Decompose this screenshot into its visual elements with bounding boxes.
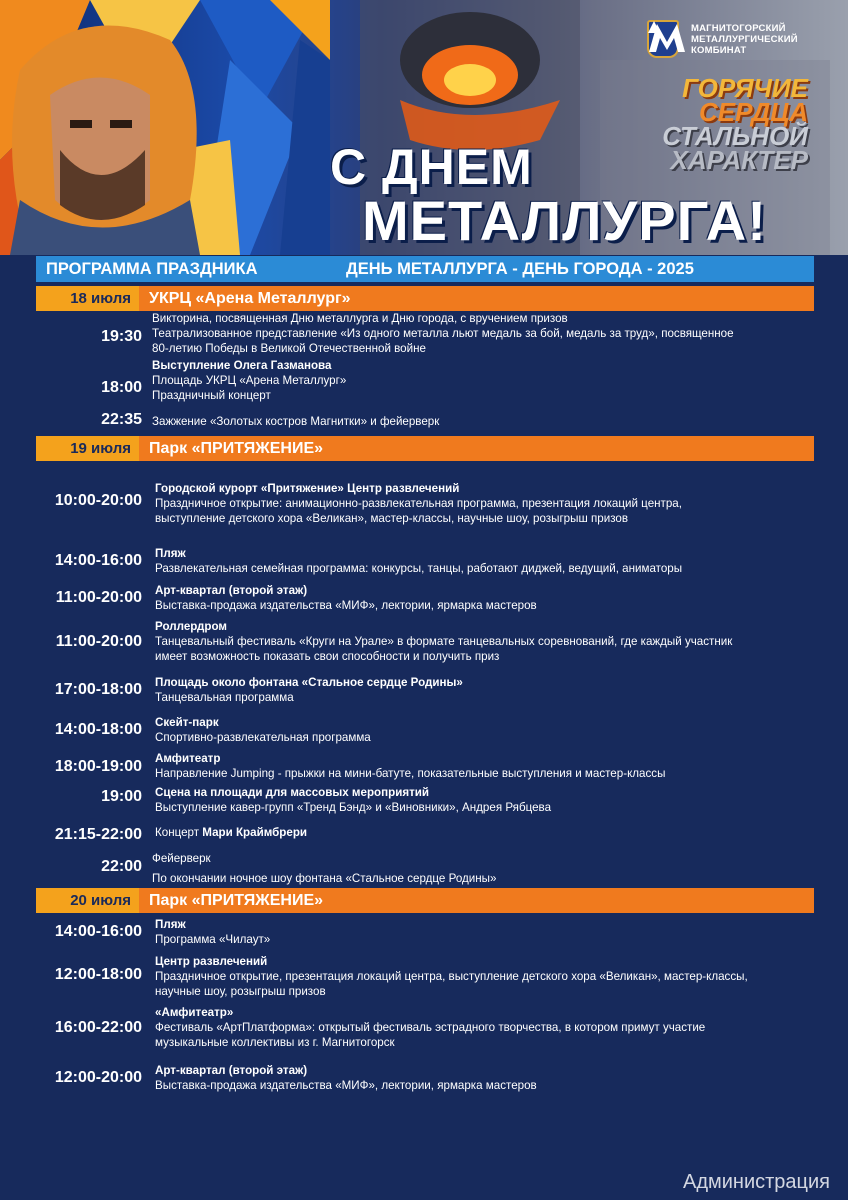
day-venue: Парк «ПРИТЯЖЕНИЕ» bbox=[149, 891, 324, 909]
event-line: 80-летию Победы в Великой Отечественной войне bbox=[152, 342, 426, 355]
event-time: 10:00-20:00 bbox=[54, 492, 142, 509]
event-title: «Амфитеатр» bbox=[155, 1006, 234, 1019]
event-time: 21:15-22:00 bbox=[54, 826, 142, 843]
event-line: Танцевальная программа bbox=[155, 691, 294, 704]
event-time: 19:30 bbox=[101, 328, 142, 345]
event-title: Амфитеатр bbox=[155, 752, 221, 765]
event-description bbox=[155, 825, 815, 840]
event-line: Зажжение «Золотых костров Магнитки» и фейерверк bbox=[152, 415, 440, 428]
event-time: 22:35 bbox=[101, 411, 142, 428]
event-description bbox=[155, 715, 815, 745]
day-date: 20 июля bbox=[36, 888, 139, 913]
day-bar-18 bbox=[36, 286, 814, 311]
event-line: имеет возможность показать свои способности и получить приз bbox=[155, 650, 500, 663]
event-line: Направление Jumping - прыжки на мини-батуте, показательные выступления и мастер-классы bbox=[155, 767, 666, 780]
event-time: 18:00 bbox=[101, 379, 142, 396]
program-bar bbox=[36, 256, 814, 282]
footer-administration: Администрация bbox=[682, 1171, 830, 1193]
slogan-line-4: ХАРАКТЕР bbox=[670, 145, 808, 175]
event-description bbox=[155, 785, 815, 815]
event-line: Праздничное открытие, презентация локаций центра, выступление детского хора «Великан», мастер-классы, bbox=[155, 970, 748, 983]
event-description bbox=[155, 675, 815, 705]
event-line: Выступление Олега Газманова bbox=[152, 359, 332, 372]
mmk-logo-icon bbox=[647, 20, 687, 54]
event-time: 19:00 bbox=[101, 788, 142, 805]
event-time: 11:00-20:00 bbox=[55, 633, 142, 650]
event-description bbox=[155, 751, 815, 781]
event-description bbox=[155, 619, 815, 664]
event-title: Центр развлечений bbox=[155, 955, 268, 968]
event-line: Выступление кавер-групп «Тренд Бэнд» и «Виновники», Андрея Рябцева bbox=[155, 801, 552, 814]
logo-group bbox=[647, 20, 826, 58]
event-title: Площадь около фонтана «Стальное сердце Родины» bbox=[155, 676, 463, 689]
slogan-line-3: СТАЛЬНОЙ bbox=[662, 121, 808, 151]
event-line: Викторина, посвященная Дню металлурга и Дню города, с вручением призов bbox=[152, 312, 568, 325]
event-line: Фейерверк bbox=[152, 852, 211, 865]
slogan-line-2: СЕРДЦА bbox=[699, 97, 808, 127]
event-description bbox=[155, 583, 815, 613]
event-line: музыкальные коллективы из г. Магнитогорск bbox=[155, 1036, 395, 1049]
event-time: 14:00-18:00 bbox=[54, 721, 142, 738]
event-title: Сцена на площади для массовых мероприятий bbox=[155, 786, 430, 799]
event-line: Праздничный концерт bbox=[152, 389, 271, 402]
event-time: 22:00 bbox=[101, 858, 142, 875]
day-bar-19 bbox=[36, 436, 814, 461]
event-description bbox=[155, 546, 815, 576]
event-description bbox=[152, 311, 812, 356]
event-time: 16:00-22:00 bbox=[54, 1019, 142, 1036]
event-line: Танцевальный фестиваль «Круги на Урале» в формате танцевальных соревнований, где каждый участник bbox=[155, 635, 733, 648]
event-title: Арт-квартал (второй этаж) bbox=[155, 584, 308, 597]
event-description bbox=[155, 954, 815, 999]
event-time: 18:00-19:00 bbox=[54, 758, 142, 775]
event-description bbox=[152, 358, 812, 403]
event-title: Пляж bbox=[155, 918, 186, 931]
program-subtitle: ДЕНЬ МЕТАЛЛУРГА - ДЕНЬ ГОРОДА - 2025 bbox=[346, 259, 694, 278]
day-venue: УКРЦ «Арена Металлург» bbox=[149, 289, 351, 307]
event-time: 14:00-16:00 bbox=[54, 923, 142, 940]
event-line: Площадь УКРЦ «Арена Металлург» bbox=[152, 374, 347, 387]
event-description bbox=[152, 851, 812, 886]
event-time: 11:00-20:00 bbox=[55, 589, 142, 606]
day-date: 18 июля bbox=[36, 286, 139, 311]
headline bbox=[330, 139, 767, 252]
event-line: По окончании ночное шоу фонтана «Стальное сердце Родины» bbox=[152, 872, 497, 885]
event-description bbox=[155, 1005, 815, 1050]
event-title: Пляж bbox=[155, 547, 186, 560]
event-line: Программа «Чилаут» bbox=[155, 933, 271, 946]
day-venue: Парк «ПРИТЯЖЕНИЕ» bbox=[149, 439, 324, 457]
event-line: Концерт Мари Краймбрери bbox=[155, 826, 308, 839]
slogan-line-1: ГОРЯЧИЕ bbox=[682, 73, 808, 103]
event-time: 14:00-16:00 bbox=[54, 552, 142, 569]
event-line: Развлекательная семейная программа: конкурсы, танцы, работают диджей, ведущий, аниматоры bbox=[155, 562, 683, 575]
event-title: Городской курорт «Притяжение» Центр развлечений bbox=[155, 482, 460, 495]
event-title: Арт-квартал (второй этаж) bbox=[155, 1064, 308, 1077]
event-description bbox=[152, 414, 812, 429]
event-line: выступление детского хора «Великан», мастер-классы, научные шоу, розыгрыш призов bbox=[155, 512, 628, 525]
event-description bbox=[155, 481, 815, 526]
event-time: 17:00-18:00 bbox=[54, 681, 142, 698]
headline-line-2: МЕТАЛЛУРГА! bbox=[362, 189, 767, 252]
mmk-logo-text: МАГНИТОГОРСКИЙ МЕТАЛЛУРГИЧЕСКИЙ КОМБИНАТ bbox=[691, 22, 798, 56]
event-line: научные шоу, розыгрыш призов bbox=[155, 985, 326, 998]
event-description bbox=[155, 1063, 815, 1093]
event-line: Выставка-продажа издательства «МИФ», лектории, ярмарка мастеров bbox=[155, 1079, 537, 1092]
day-bar-20 bbox=[36, 888, 814, 913]
hero-banner bbox=[0, 0, 848, 255]
event-title: Роллердром bbox=[155, 620, 228, 633]
headline-line-1: С ДНЕМ bbox=[330, 139, 533, 195]
event-time: 12:00-18:00 bbox=[54, 966, 142, 983]
event-time: 12:00-20:00 bbox=[54, 1069, 142, 1086]
event-line: Спортивно-развлекательная программа bbox=[155, 731, 371, 744]
event-line: Фестиваль «АртПлатформа»: открытый фестиваль эстрадного творчества, в котором примут участие bbox=[155, 1021, 706, 1034]
event-line: Праздничное открытие: анимационно-развлекательная программа, презентация локаций центра, bbox=[155, 497, 682, 510]
mmk-logo bbox=[691, 23, 826, 56]
event-description bbox=[155, 917, 815, 947]
event-line: Театрализованное представление «Из одного металла льют медаль за бой, медаль за труд», посвященное bbox=[152, 327, 734, 340]
event-title: Скейт-парк bbox=[155, 716, 219, 729]
event-line: Выставка-продажа издательства «МИФ», лектории, ярмарка мастеров bbox=[155, 599, 537, 612]
program-title: ПРОГРАММА ПРАЗДНИКА bbox=[46, 259, 258, 278]
day-date: 19 июля bbox=[36, 436, 139, 461]
